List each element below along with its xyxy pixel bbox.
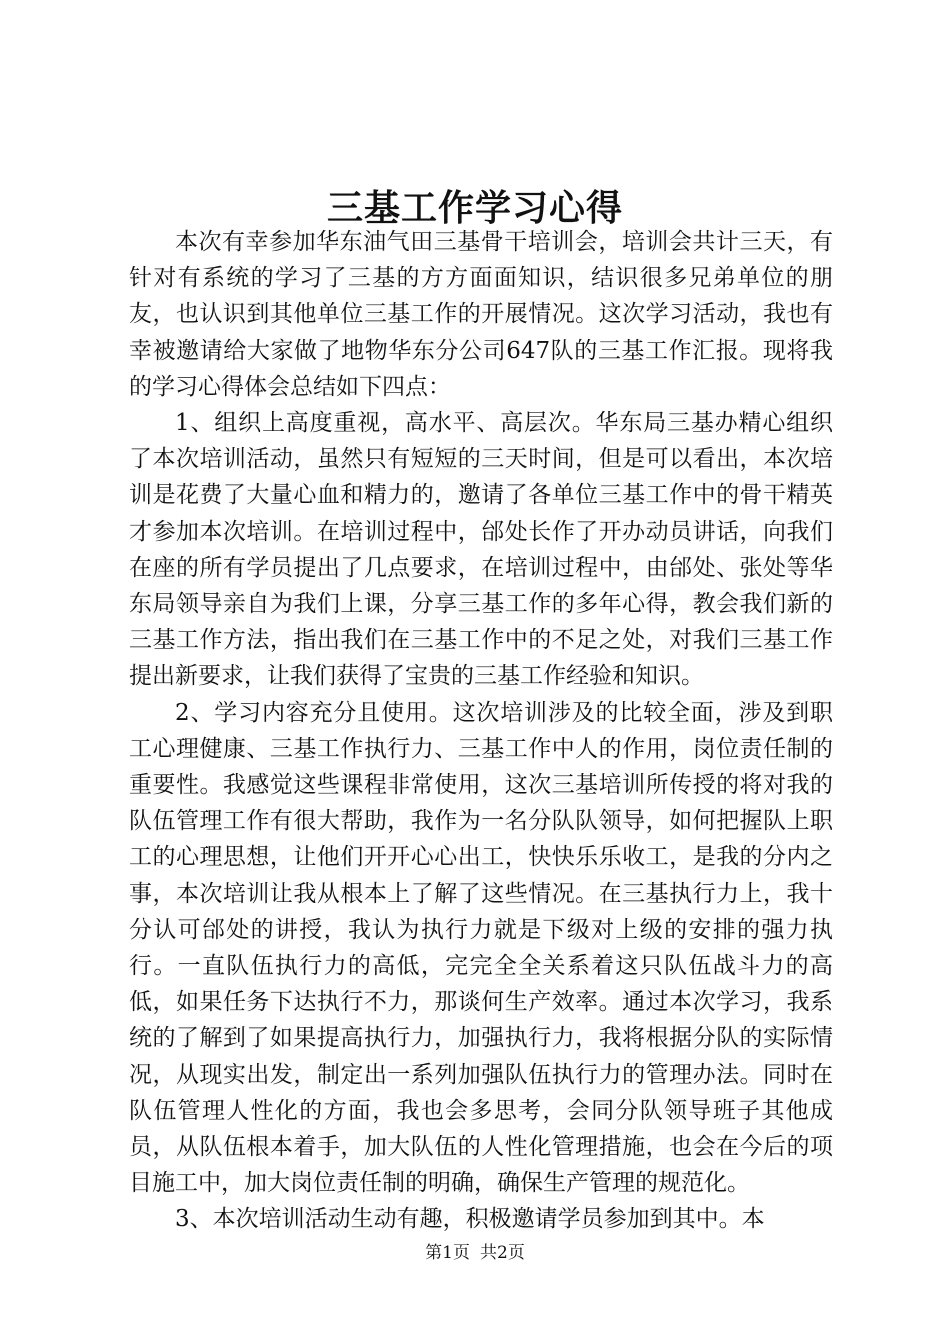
- page-number: 第1页: [425, 1243, 470, 1263]
- paragraph-point-1: 1、组织上高度重视，高水平、高层次。华东局三基办精心组织了本次培训活动，虽然只有短短的三天时间，但是可以看出，本次培训是花费了大量心血和精力的，邀请了各单位三基工作中的骨干精英才参加本次培训。在培训过程中，邰处长作了开办动员讲话，向我们在座的所有学员提出了几点要求，在培训过程中，由邰处、张处等华东局领导亲自为我们上课，分享三基工作的多年心得，教会我们新的三基工作方法，指出我们在三基工作中的不足之处，对我们三基工作提出新要求，让我们获得了宝贵的三基工作经验和知识。: [129, 410, 833, 690]
- page-total: 共2页: [480, 1243, 525, 1263]
- page-footer: [0, 1242, 950, 1264]
- paragraph-point-2: 2、学习内容充分且使用。这次培训涉及的比较全面，涉及到职工心理健康、三基工作执行力、三基工作中人的作用，岗位责任制的重要性。我感觉这些课程非常使用，这次三基培训所传授的将对我的队伍管理工作有很大帮助，我作为一名分队队领导，如何把握队上职工的心理思想，让他们开开心心出工，快快乐乐收工，是我的分内之事，本次培训让我从根本上了解了这些情况。在三基执行力上，我十分认可邰处的讲授，我认为执行力就是下级对上级的安排的强力执行。一直队伍执行力的高低，完完全全关系着这只队伍战斗力的高低，如果任务下达执行不力，那谈何生产效率。通过本次学习，我系统的了解到了如果提高执行力，加强执行力，我将根据分队的实际情况，从现实出发，制定出一系列加强队伍执行力的管理办法。同时在队伍管理人性化的方面，我也会多思考，会同分队领导班子其他成员，从队伍根本着手，加大队伍的人性化管理措施，也会在今后的项目施工中，加大岗位责任制的明确，确保生产管理的规范化。: [129, 699, 833, 1197]
- document-body: [129, 224, 833, 1238]
- document-title: 三基工作学习心得: [326, 187, 623, 229]
- paragraph-point-3: 3、本次培训活动生动有趣，积极邀请学员参加到其中。本: [175, 1206, 765, 1233]
- paragraph-intro: 本次有幸参加华东油气田三基骨干培训会，培训会共计三天，有针对有系统的学习了三基的方方面面知识，结识很多兄弟单位的朋友，也认识到其他单位三基工作的开展情况。这次学习活动，我也有幸被邀请给大家做了地物华东分公司647队的三基工作汇报。现将我的学习心得体会总结如下四点：: [129, 229, 833, 400]
